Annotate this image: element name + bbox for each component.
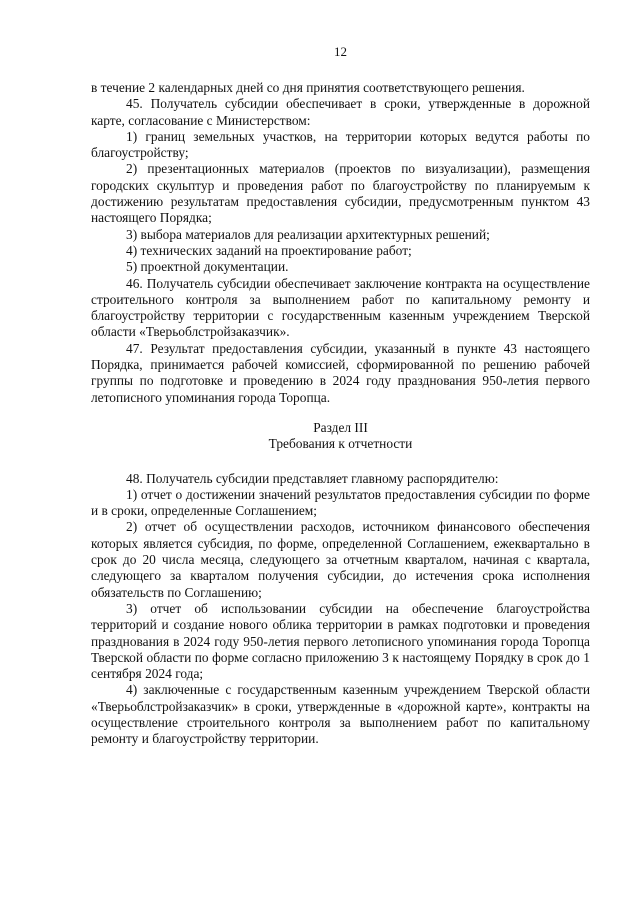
- paragraph: в течение 2 календарных дней со дня принятия соответствующего решения.: [91, 80, 525, 95]
- paragraph: 48. Получатель субсидии представляет главному распорядителю:: [126, 470, 499, 486]
- paragraph: 2) отчет об осуществлении расходов, источником финансового обеспечения которых является субсидия, по форме, определенной Соглашением, ежеквартально в срок до 20 числа месяца, следующего за отчетным кварталом, начиная с квартала, следующего за кварталом получения субсидии, до истечения срока исполнения обязательств по Соглашению;: [91, 519, 590, 600]
- paragraph: 1) отчет о достижении значений результатов предоставления субсидии по форме и в сроки, определенные Соглашением;: [91, 486, 590, 519]
- paragraph: 5) проектной документации.: [126, 259, 289, 275]
- paragraph: 3) выбора материалов для реализации архитектурных решений;: [126, 226, 490, 242]
- section-title: Требования к отчетности: [268, 436, 413, 452]
- paragraph: 1) границ земельных участков, на территории которых ведутся работы по благоустройству;: [91, 128, 590, 161]
- paragraph: 45. Получатель субсидии обеспечивает в сроки, утвержденные в дорожной карте, согласование с Министерством:: [91, 96, 590, 128]
- paragraph: 3) отчет об использовании субсидии на обеспечение благоустройства территорий и создание нового облика территории в рамках подготовки и проведения празднования в 2024 году 950-летия первого летописного упоминания города Торопца Тверской области по форме согласно приложению 3 к настоящему Порядку в срок до 1 сентября 2024 года;: [91, 600, 590, 682]
- body-text-block-2: [91, 471, 590, 748]
- paragraph: 46. Получатель субсидии обеспечивает заключение контракта на осуществление строительного контроля за выполнением работ по капитальному ремонту и благоустройству территории с государственным казенным учреждением Тверской области «Тверьоблстройзаказчик».: [91, 275, 590, 340]
- paragraph: 2) презентационных материалов (проектов по визуализации), размещения городских скульптур и проведения работ по благоустройству по планируемым к достижению результатам предоставления субсидии, предусмотренным пунктом 43 настоящего Порядка;: [91, 161, 590, 226]
- paragraph: 4) технических заданий на проектирование работ;: [126, 242, 412, 258]
- section-number: Раздел III: [313, 419, 368, 435]
- body-text-block-1: [91, 80, 590, 406]
- paragraph: 47. Результат предоставления субсидии, указанный в пункте 43 настоящего Порядка, принимается рабочей комиссией, сформированной по решению рабочей группы по подготовке и проведению в 2024 году празднования 950-летия первого летописного упоминания города Торопца.: [91, 340, 590, 405]
- section-heading: [91, 420, 590, 453]
- paragraph: 4) заключенные с государственным казенным учреждением Тверской области «Тверьоблстройзаказчик» в сроки, утвержденные в «дорожной карте», контракты на осуществление строительного контроля за выполнением работ по капитальному ремонту и благоустройству территории.: [91, 682, 590, 747]
- page-number: 12: [334, 44, 347, 59]
